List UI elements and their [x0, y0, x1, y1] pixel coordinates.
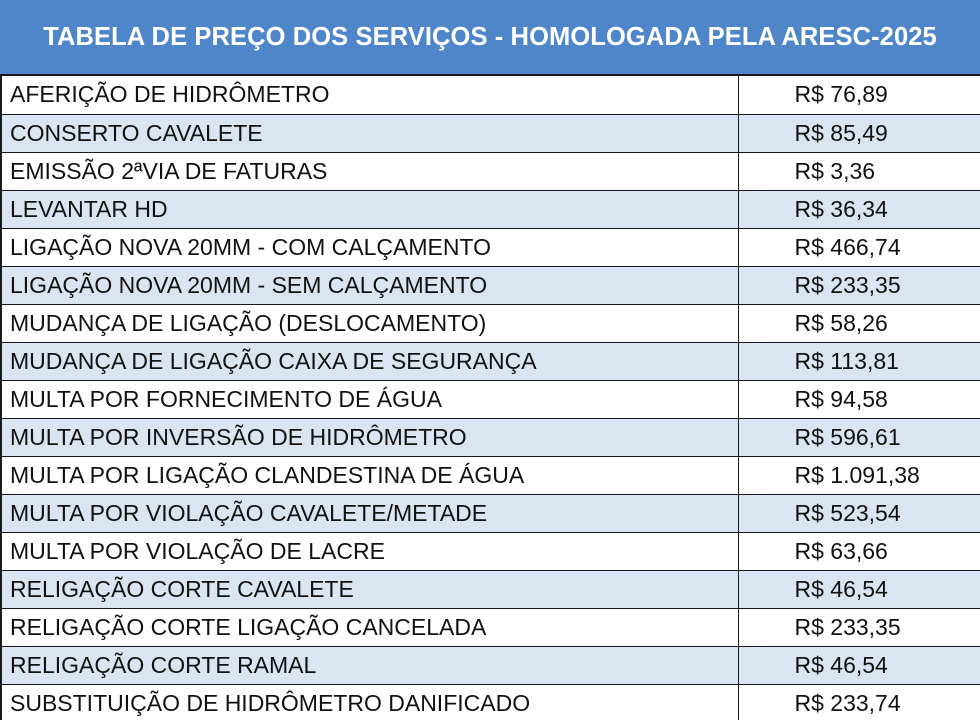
- service-name-cell: LIGAÇÃO NOVA 20MM - SEM CALÇAMENTO: [1, 266, 738, 304]
- service-name-cell: MULTA POR LIGAÇÃO CLANDESTINA DE ÁGUA: [1, 456, 738, 494]
- service-price-cell: R$ 1.091,38: [738, 456, 980, 494]
- service-name-cell: LIGAÇÃO NOVA 20MM - COM CALÇAMENTO: [1, 228, 738, 266]
- service-price-cell: R$ 85,49: [738, 114, 980, 152]
- page-title: TABELA DE PREÇO DOS SERVIÇOS - HOMOLOGADA PELA ARESC-2025: [43, 22, 937, 51]
- service-price-cell: R$ 113,81: [738, 342, 980, 380]
- table-header: [0, 0, 980, 76]
- service-price-cell: R$ 94,58: [738, 380, 980, 418]
- service-price-cell: R$ 76,89: [738, 76, 980, 114]
- service-price-cell: R$ 596,61: [738, 418, 980, 456]
- service-price-cell: R$ 3,36: [738, 152, 980, 190]
- table-row: [1, 190, 980, 228]
- service-name-cell: AFERIÇÃO DE HIDRÔMETRO: [1, 76, 738, 114]
- service-price-cell: R$ 46,54: [738, 646, 980, 684]
- service-name-cell: LEVANTAR HD: [1, 190, 738, 228]
- table-row: [1, 570, 980, 608]
- table-row: [1, 228, 980, 266]
- table-row: [1, 152, 980, 190]
- service-name-cell: CONSERTO CAVALETE: [1, 114, 738, 152]
- table-row: [1, 608, 980, 646]
- table-row: [1, 114, 980, 152]
- table-row: [1, 418, 980, 456]
- service-price-cell: R$ 58,26: [738, 304, 980, 342]
- service-price-cell: R$ 46,54: [738, 570, 980, 608]
- service-price-cell: R$ 233,35: [738, 608, 980, 646]
- service-name-cell: RELIGAÇÃO CORTE LIGAÇÃO CANCELADA: [1, 608, 738, 646]
- price-table-body: [1, 76, 980, 720]
- service-price-cell: R$ 63,66: [738, 532, 980, 570]
- table-row: [1, 456, 980, 494]
- service-name-cell: EMISSÃO 2ªVIA DE FATURAS: [1, 152, 738, 190]
- service-name-cell: RELIGAÇÃO CORTE RAMAL: [1, 646, 738, 684]
- service-name-cell: MUDANÇA DE LIGAÇÃO CAIXA DE SEGURANÇA: [1, 342, 738, 380]
- table-row: [1, 76, 980, 114]
- table-row: [1, 646, 980, 684]
- table-row: [1, 304, 980, 342]
- service-price-cell: R$ 36,34: [738, 190, 980, 228]
- service-price-cell: R$ 466,74: [738, 228, 980, 266]
- price-table: [0, 76, 980, 720]
- service-price-cell: R$ 523,54: [738, 494, 980, 532]
- table-row: [1, 342, 980, 380]
- service-name-cell: MULTA POR VIOLAÇÃO DE LACRE: [1, 532, 738, 570]
- service-name-cell: SUBSTITUIÇÃO DE HIDRÔMETRO DANIFICADO: [1, 684, 738, 720]
- service-name-cell: MULTA POR INVERSÃO DE HIDRÔMETRO: [1, 418, 738, 456]
- service-name-cell: MULTA POR FORNECIMENTO DE ÁGUA: [1, 380, 738, 418]
- service-name-cell: MULTA POR VIOLAÇÃO CAVALETE/METADE: [1, 494, 738, 532]
- table-row: [1, 266, 980, 304]
- table-row: [1, 684, 980, 720]
- table-row: [1, 494, 980, 532]
- service-name-cell: RELIGAÇÃO CORTE CAVALETE: [1, 570, 738, 608]
- service-name-cell: MUDANÇA DE LIGAÇÃO (DESLOCAMENTO): [1, 304, 738, 342]
- table-row: [1, 532, 980, 570]
- service-price-cell: R$ 233,35: [738, 266, 980, 304]
- service-price-cell: R$ 233,74: [738, 684, 980, 720]
- table-row: [1, 380, 980, 418]
